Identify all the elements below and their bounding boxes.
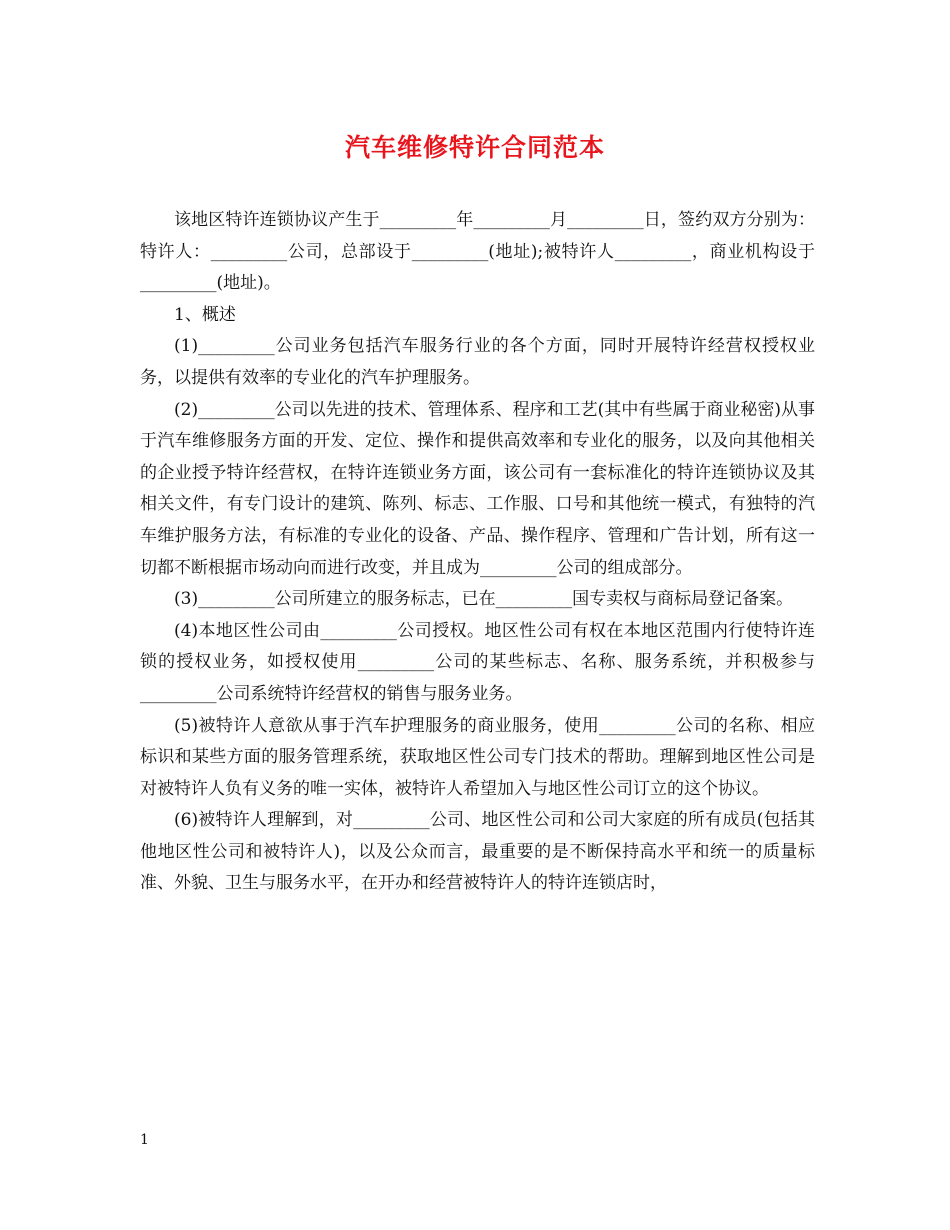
clause-3-paragraph: (3)_________公司所建立的服务标志，已在_________国专卖权与商标局登记备案。 [174,589,794,610]
clause-6-paragraph: (6)被特许人理解到，对_________公司、地区性公司和公司大家庭的所有成员(包括其他地区性公司和被特许人)，以及公众而言，最重要的是不断保持高水平和统一的质量标准、外貌、卫生与服务水平，在开办和经营被特许人的特许连锁店时， [140,810,815,894]
page-number: 1 [140,1132,149,1148]
clause-2-paragraph: (2)_________公司以先进的技术、管理体系、程序和工艺(其中有些属于商业秘密)从事于汽车维修服务方面的开发、定位、操作和提供高效率和专业化的服务，以及向其他相关的企业授予特许经营权，在特许连锁业务方面，该公司有一套标准化的特许连锁协议及其相关文件，有专门设计的建筑、陈列、标志、工作服、口号和其他统一模式，有独特的汽车维护服务方法，有标准的专业化的设备、产品、操作程序、管理和广告计划，所有这一切都不断根据市场动向而进行改变，并且成为_________公司的组成部分。 [140,399,816,578]
clause-1-paragraph: (1)_________公司业务包括汽车服务行业的各个方面，同时开展特许经营权授权业务，以提供有效率的专业化的汽车护理服务。 [140,336,815,388]
clause-4-paragraph: (4)本地区性公司由_________公司授权。地区性公司有权在本地区范围内行使特许连锁的授权业务，如授权使用_________公司的某些标志、名称、服务系统，并积极参与_________公司系统特许经营权的销售与服务业务。 [140,620,815,704]
intro-paragraph: 该地区特许连锁协议产生于_________年_________月_________日，签约双方分别为：特许人：_________公司，总部设于_________(地址);被特许人_________，商业机构设于 _________(地址)。 [140,210,815,294]
document-title: 汽车维修特许合同范本 [344,133,605,162]
section-heading-overview: 1、概述 [174,304,236,325]
clause-5-paragraph: (5)被特许人意欲从事于汽车护理服务的商业服务，使用_________公司的名称、相应标识和某些方面的服务管理系统，获取地区性公司专门技术的帮助。理解到地区性公司是对被特许人负有义务的唯一实体，被特许人希望加入与地区性公司订立的这个协议。 [140,715,815,799]
document-body [140,205,815,900]
